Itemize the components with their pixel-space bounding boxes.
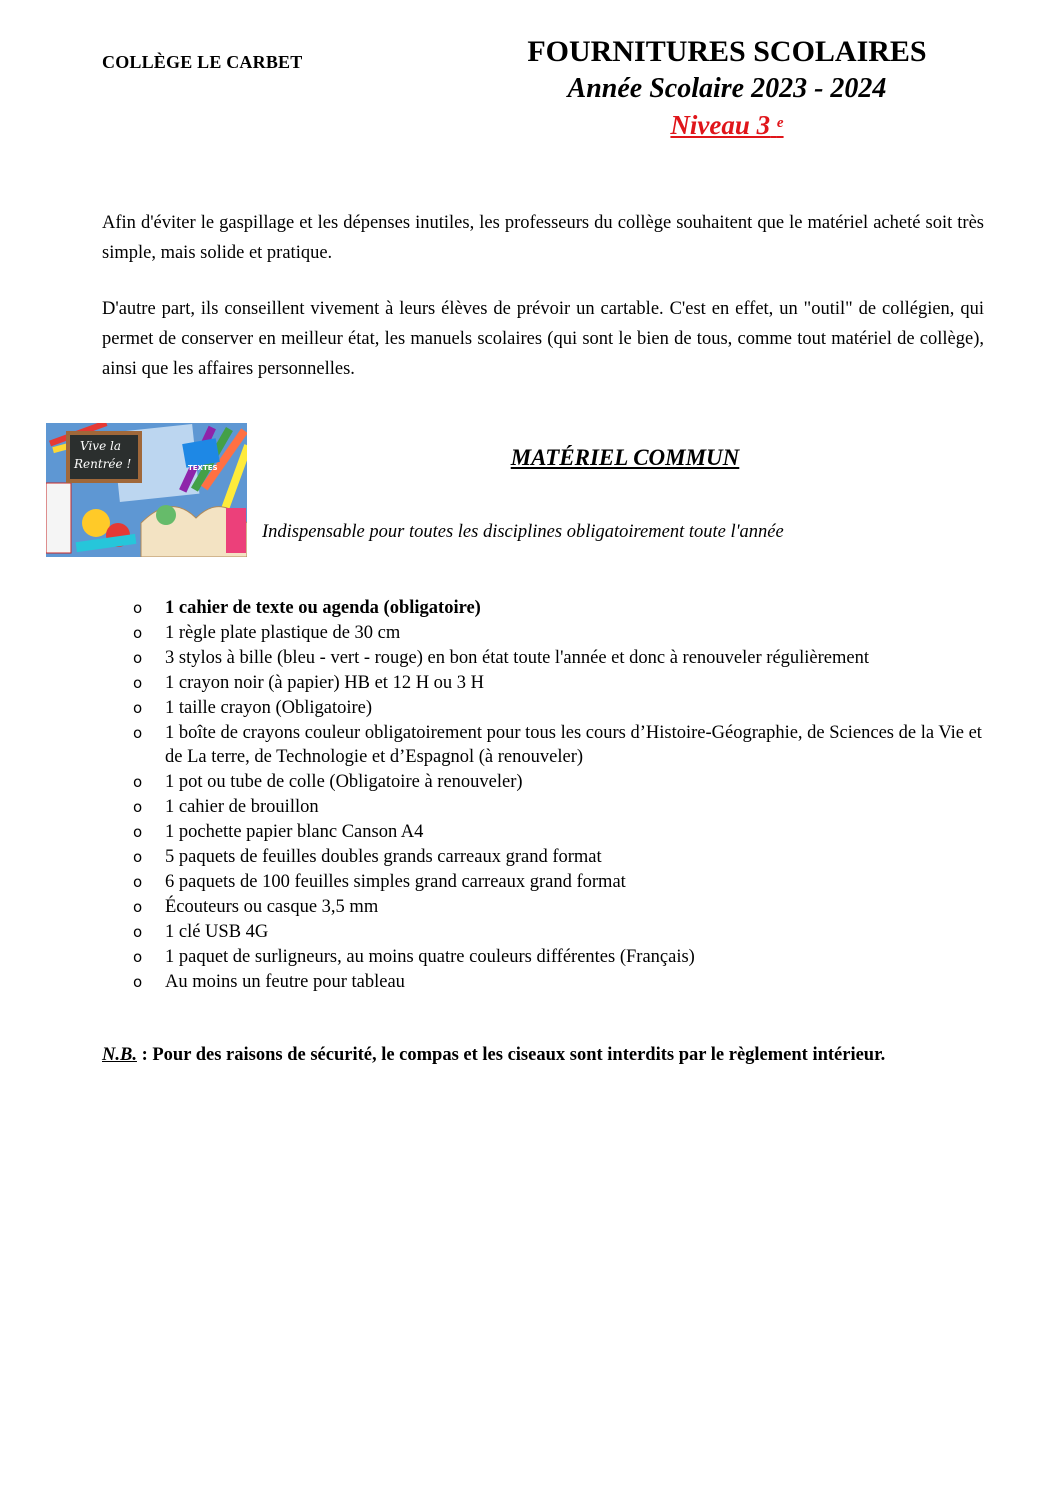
board-text-line2: Rentrée ! <box>74 457 132 471</box>
section-title: MATÉRIEL COMMUN <box>510 445 740 470</box>
bullet-icon: o <box>133 698 143 717</box>
list-item <box>130 696 1000 721</box>
list-item-text: 5 paquets de feuilles doubles grands carreaux grand format <box>165 847 602 868</box>
bullet-icon: o <box>133 623 143 642</box>
list-item-text: 1 pot ou tube de colle (Obligatoire à renouveler) <box>165 772 523 793</box>
bullet-icon: o <box>133 823 143 842</box>
list-item <box>130 945 1000 970</box>
list-item <box>130 621 1000 646</box>
bullet-icon: o <box>133 897 143 916</box>
title-block <box>430 33 1024 143</box>
level-superscript: e <box>776 115 784 131</box>
school-name: COLLÈGE LE CARBET <box>102 52 303 72</box>
bullet-icon: o <box>133 723 143 742</box>
list-item <box>130 596 1000 621</box>
level-label <box>430 107 1024 143</box>
list-item <box>130 920 1000 945</box>
school-supplies-banner <box>46 423 247 557</box>
list-item-text: 1 paquet de surligneurs, au moins quatre couleurs différentes (Français) <box>165 946 695 967</box>
section-subtitle: Indispensable pour toutes les disciplines obligatoirement toute l'année <box>262 522 784 542</box>
bullet-icon: o <box>133 599 143 617</box>
document-title: FOURNITURES SCOLAIRES <box>527 35 927 68</box>
intro-paragraph-2: D'autre part, ils conseillent vivement à leurs élèves de prévoir un cartable. C'est en effet, un "outil" de collégien, qui permet de conserver en meilleur état, les manuels scolaires (qui sont le bien de tous, comme tout matériel de collège), ainsi que les affaires personnelles. <box>102 299 984 379</box>
bullet-icon: o <box>133 648 143 667</box>
bullet-icon: o <box>133 798 143 817</box>
list-item-text: Au moins un feutre pour tableau <box>165 971 405 992</box>
list-item-text: 6 paquets de 100 feuilles simples grand carreaux grand format <box>165 871 626 892</box>
bullet-icon: o <box>133 872 143 891</box>
note-text: : Pour des raisons de sécurité, le compas et les ciseaux sont interdits par le règlement intérieur. <box>136 1045 886 1065</box>
list-item-text: 1 règle plate plastique de 30 cm <box>165 622 401 643</box>
list-item <box>130 895 1000 920</box>
bullet-icon: o <box>133 972 143 991</box>
list-item-text: Écouteurs ou casque 3,5 mm <box>165 896 379 917</box>
bullet-icon: o <box>133 922 143 941</box>
list-item-text: 1 boîte de crayons couleur obligatoirement pour tous les cours d’Histoire-Géographie, de Sciences de la Vie et de La terre, de Technologie et d’Espagnol (à renouveler) <box>165 722 982 768</box>
bullet-icon: o <box>133 673 143 692</box>
list-item-text: 1 cahier de texte ou agenda (obligatoire) <box>165 598 481 618</box>
bullet-icon: o <box>133 773 143 792</box>
list-item <box>130 820 1000 845</box>
list-item-text: 1 clé USB 4G <box>165 921 269 942</box>
list-item <box>130 970 1000 995</box>
list-item <box>130 845 1000 870</box>
board-text-line1: Vive la <box>80 439 121 453</box>
list-item <box>130 870 1000 895</box>
supply-list <box>130 596 1000 995</box>
list-item-text: 1 crayon noir (à papier) HB et 12 H ou 3 H <box>165 672 485 693</box>
bullet-icon: o <box>133 947 143 966</box>
note-label: N.B. <box>102 1045 137 1065</box>
list-item-text: 3 stylos à bille (bleu - vert - rouge) en bon état toute l'année et donc à renouveler régulièrement <box>165 647 870 668</box>
list-item <box>130 770 1000 795</box>
list-item <box>130 671 1000 696</box>
list-item <box>130 795 1000 820</box>
intro-paragraph-1: Afin d'éviter le gaspillage et les dépenses inutiles, les professeurs du collège souhaitent que le matériel acheté soit très simple, mais solide et pratique. <box>102 213 984 263</box>
list-item <box>130 721 1000 771</box>
school-year: Année Scolaire 2023 - 2024 <box>567 73 887 104</box>
list-item-text: 1 pochette papier blanc Canson A4 <box>165 822 424 843</box>
list-item-text: 1 taille crayon (Obligatoire) <box>165 697 373 718</box>
security-note <box>102 1042 984 1068</box>
book-label: TEXTES <box>188 464 218 472</box>
level-text: Niveau 3 <box>670 110 771 140</box>
list-item-text: 1 cahier de brouillon <box>165 797 319 818</box>
bullet-icon: o <box>133 848 143 867</box>
list-item <box>130 646 1000 671</box>
